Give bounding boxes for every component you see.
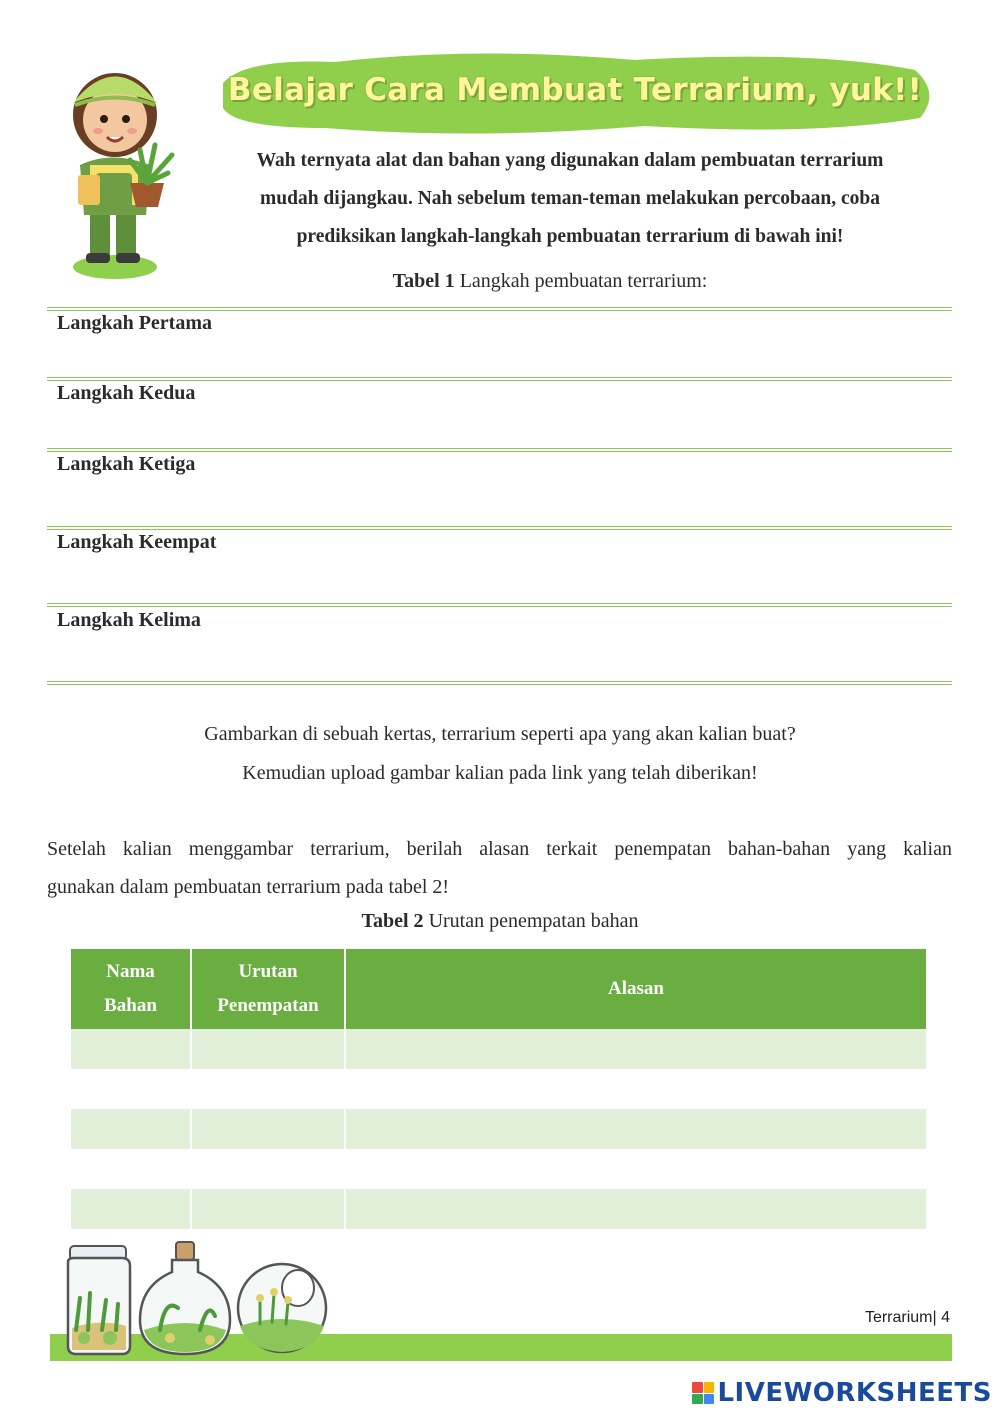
cell-urutan[interactable] <box>191 1069 345 1109</box>
cell-nama-bahan[interactable] <box>71 1149 191 1189</box>
instruction-line-2: Kemudian upload gambar kalian pada link yang telah diberikan! <box>242 762 758 784</box>
header-text: Bahan <box>104 995 157 1016</box>
table-row <box>71 1189 926 1229</box>
terrarium-jars-illustration <box>60 1238 335 1358</box>
liveworksheets-logo-icon <box>692 1382 714 1404</box>
table-row <box>71 1109 926 1149</box>
header-text: Urutan <box>238 961 298 982</box>
instruction-line-1: Gambarkan di sebuah kertas, terrarium seperti apa yang akan kalian buat? <box>204 723 796 745</box>
step-label-5: Langkah Kelima <box>57 609 201 631</box>
table1-caption-text: Langkah pembuatan terrarium: <box>454 270 708 292</box>
header-text: Penempatan <box>217 995 319 1016</box>
cell-nama-bahan[interactable] <box>71 1189 191 1229</box>
header-nama-bahan <box>71 949 191 1029</box>
table1-rule <box>47 526 952 530</box>
table1-caption-label: Tabel 1 <box>392 270 455 292</box>
cell-alasan[interactable] <box>345 1109 926 1149</box>
table1-caption <box>200 270 900 293</box>
table1-rule <box>47 603 952 607</box>
intro-line: mudah dijangkau. Nah sebelum teman-teman melakukan percobaan, coba <box>260 188 880 209</box>
step-label-3: Langkah Ketiga <box>57 453 196 475</box>
step-label-4: Langkah Keempat <box>57 531 217 553</box>
table2-caption <box>150 910 850 933</box>
step-label-1: Langkah Pertama <box>57 312 212 334</box>
cell-urutan[interactable] <box>191 1109 345 1149</box>
page-title: Belajar Cara Membuat Terrarium, yuk!! <box>227 72 923 108</box>
cell-alasan[interactable] <box>345 1029 926 1069</box>
table-row <box>71 1069 926 1109</box>
materials-table <box>71 949 926 1229</box>
intro-line: prediksikan langkah-langkah pembuatan terrarium di bawah ini! <box>296 226 844 247</box>
table2-caption-text: Urutan penempatan bahan <box>423 910 639 932</box>
paragraph-line: Setelah kalian menggambar terrarium, berilah alasan terkait penempatan bahan-bahan yang kalian <box>47 838 952 860</box>
step-label-2: Langkah Kedua <box>57 382 196 404</box>
table1-rule <box>47 307 952 311</box>
table-row <box>71 1149 926 1189</box>
liveworksheets-brand <box>692 1378 992 1408</box>
cell-nama-bahan[interactable] <box>71 1069 191 1109</box>
instruction-paragraph <box>47 830 952 906</box>
intro-text <box>200 142 940 256</box>
cell-alasan[interactable] <box>345 1149 926 1189</box>
cell-nama-bahan[interactable] <box>71 1029 191 1069</box>
table-header-row <box>71 949 926 1029</box>
table1-rule <box>47 448 952 452</box>
cell-nama-bahan[interactable] <box>71 1109 191 1149</box>
page-number-label: Terrarium| 4 <box>864 1309 950 1326</box>
brand-text: LIVEWORKSHEETS <box>717 1378 992 1408</box>
table1-rule <box>47 681 952 685</box>
table-row <box>71 1029 926 1069</box>
girl-with-plant-illustration <box>60 55 190 285</box>
paragraph-line: gunakan dalam pembuatan terrarium pada tabel 2! <box>47 876 450 898</box>
cell-urutan[interactable] <box>191 1029 345 1069</box>
header-alasan: Alasan <box>345 949 926 1029</box>
cell-urutan[interactable] <box>191 1189 345 1229</box>
header-text: Nama <box>106 961 155 982</box>
cell-alasan[interactable] <box>345 1069 926 1109</box>
cell-urutan[interactable] <box>191 1149 345 1189</box>
intro-line: Wah ternyata alat dan bahan yang digunakan dalam pembuatan terrarium <box>256 150 884 171</box>
table2-caption-label: Tabel 2 <box>361 910 424 932</box>
cell-alasan[interactable] <box>345 1189 926 1229</box>
table1-rule <box>47 377 952 381</box>
header-urutan-penempatan <box>191 949 345 1029</box>
